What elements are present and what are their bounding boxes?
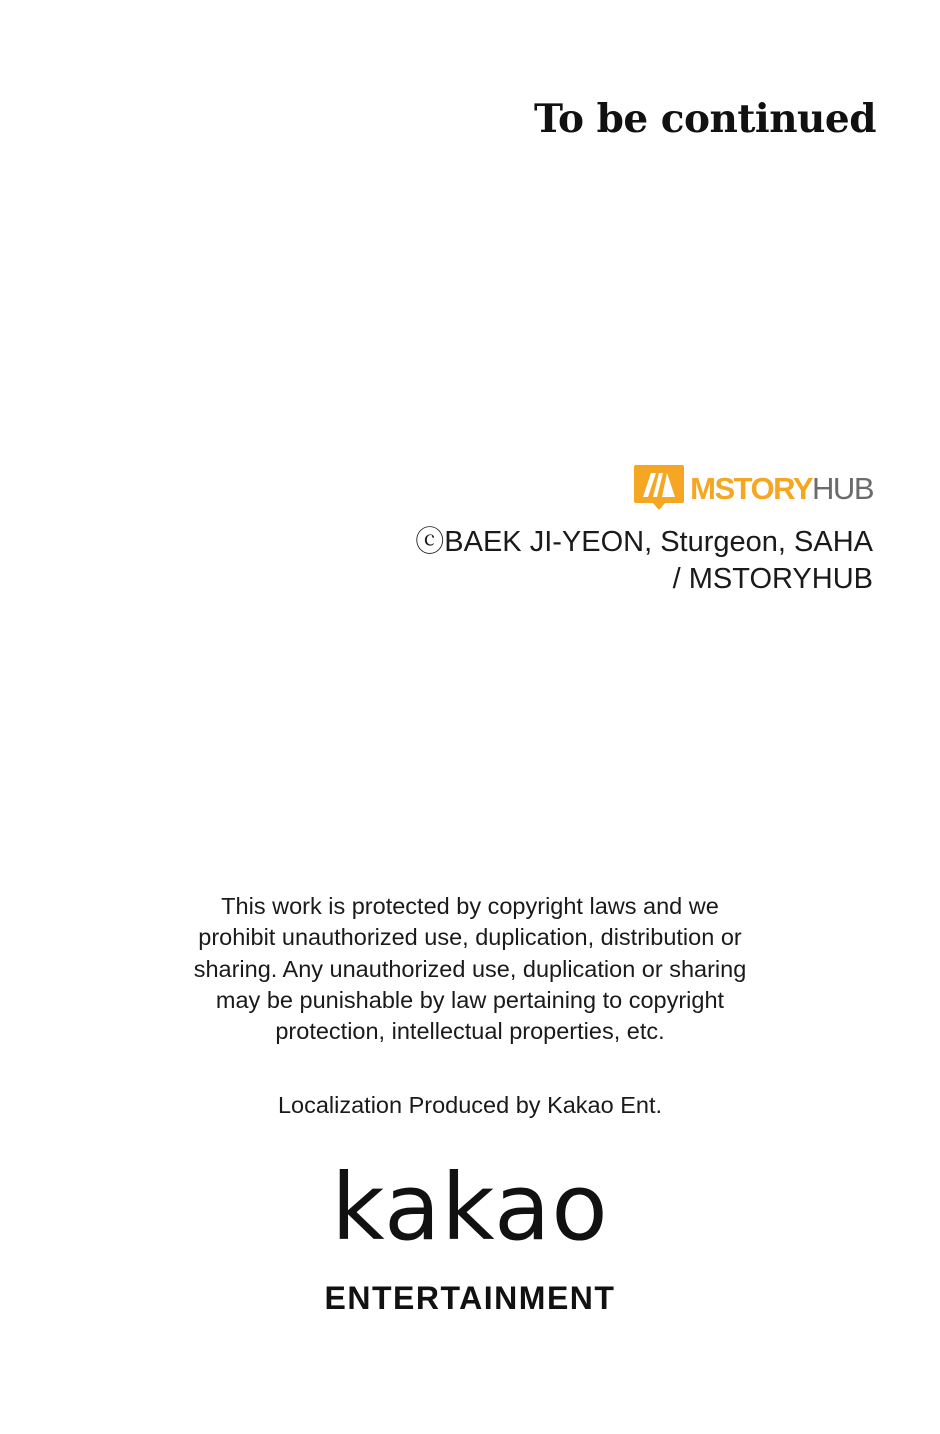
open-book-logo-icon: [634, 465, 684, 511]
kakao-logo-subtitle: ENTERTAINMENT: [324, 1280, 616, 1316]
notice-line: prohibit unauthorized use, duplication, distribution or: [198, 924, 742, 951]
notice-line: sharing. Any unauthorized use, duplication or sharing: [193, 955, 747, 982]
notice-line: This work is protected by copyright laws and we: [221, 893, 719, 919]
notice-line: may be punishable by law pertaining to copyright: [215, 986, 725, 1013]
mstoryhub-wordmark: [690, 470, 873, 506]
to-be-continued-heading: To be continued: [533, 96, 876, 142]
localization-credit: Localization Produced by Kakao Ent.: [277, 1092, 663, 1118]
notice-line: protection, intellectual properties, etc.: [275, 1018, 665, 1045]
mstoryhub-wordmark-part1: MSTORY: [690, 470, 813, 506]
copyright-credits: [415, 524, 873, 598]
kakao-logo-wordmark: kakao: [331, 1154, 609, 1261]
mstoryhub-logo: [634, 465, 873, 511]
credits-line: ⓒBAEK JI-YEON, Sturgeon, SAHA: [415, 526, 873, 558]
copyright-notice: [0, 891, 940, 1047]
mstoryhub-wordmark-part2: HUB: [812, 470, 873, 506]
credits-line: / MSTORYHUB: [672, 563, 873, 595]
